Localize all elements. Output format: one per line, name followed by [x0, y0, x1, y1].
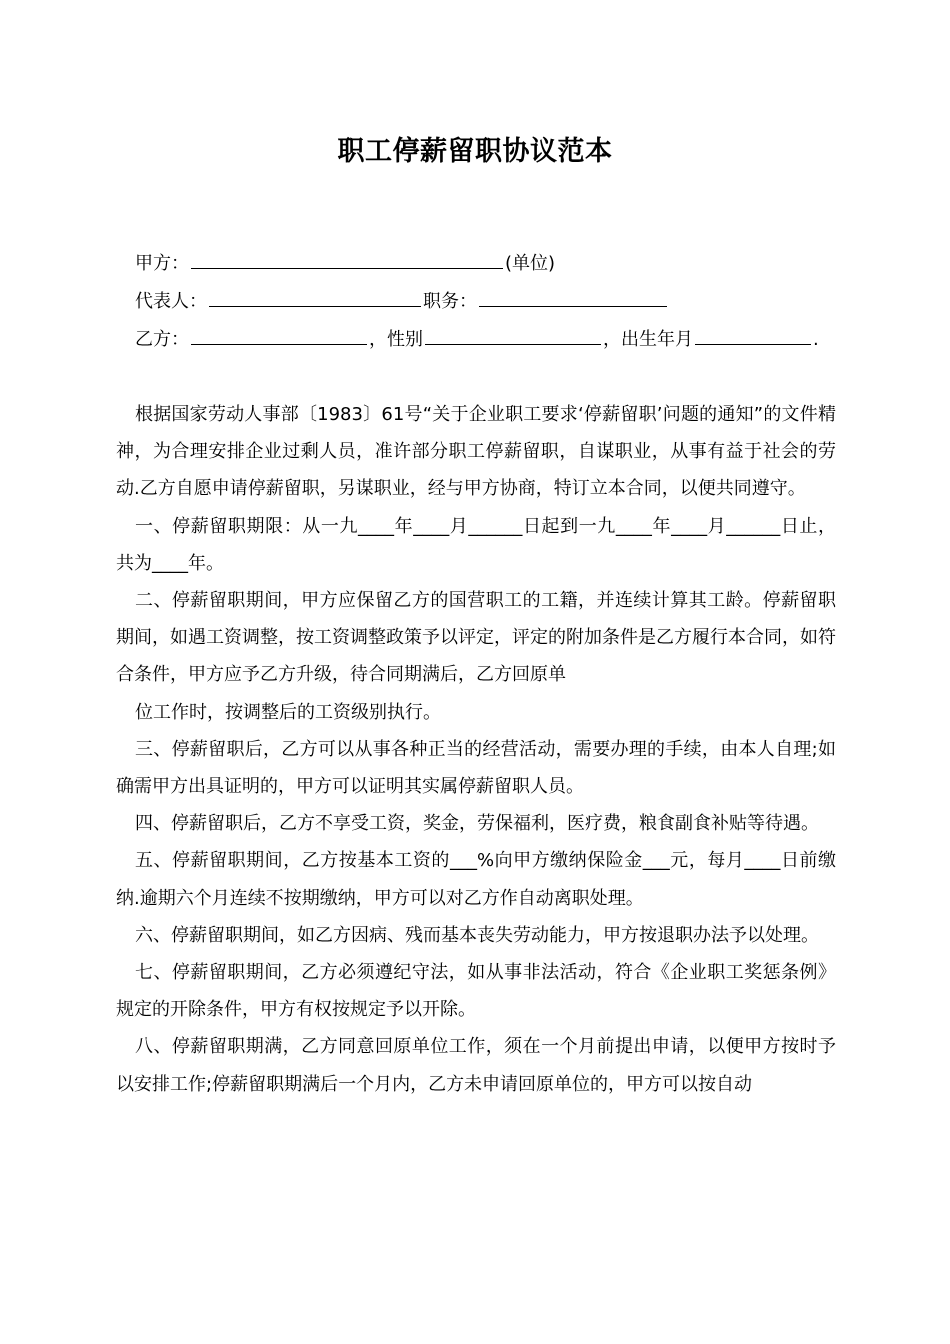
agreement-body — [116, 396, 836, 1103]
position-label: 职务： — [423, 291, 477, 312]
gender-blank[interactable] — [425, 322, 601, 345]
party-a-suffix: (单位) — [505, 253, 556, 274]
paragraph-clause-3: 三、停薪留职后，乙方可以从事各种正当的经营活动，需要办理的手续，由本人自理;如确需甲方出具证明的，甲方可以证明其实属停薪留职人员。 — [116, 738, 836, 798]
paragraph-clause-7: 七、停薪留职期间，乙方必须遵纪守法，如从事非法活动，符合《企业职工奖惩条例》规定的开除条件，甲方有权按规定予以开除。 — [116, 962, 836, 1021]
paragraph-preamble: 根据国家劳动人事部〔1983〕61号“关于企业职工要求‘停薪留职’问题的通知”的文件精神，为合理安排企业过剩人员，准许部分职工停薪留职，自谋职业，从事有益于社会的劳动.乙方自愿申请停薪留职，另谋职业，经与甲方协商，特订立本合同，以便共同遵守。 — [116, 404, 836, 500]
party-a-label: 甲方： — [135, 253, 189, 274]
representative-line — [135, 284, 835, 322]
paragraph-clause-2-continued: 位工作时，按调整后的工资级别执行。 — [135, 701, 441, 723]
paragraph-clause-5: 五、停薪留职期间，乙方按基本工资的___%向甲方缴纳保险金___元，每月____日前缴纳.逾期六个月连续不按期缴纳，甲方可以对乙方作自动离职处理。 — [116, 850, 836, 909]
paragraph-clause-2: 二、停薪留职期间，甲方应保留乙方的国营职工的工籍，并连续计算其工龄。停薪留职期间，如遇工资调整，按工资调整政策予以评定，评定的附加条件是乙方履行本合同，如符合条件，甲方应予乙方升级，待合同期满后，乙方回原单 — [116, 590, 836, 686]
birth-label: ，出生年月 — [603, 329, 693, 350]
document-title: 职工停薪留职协议范本 — [337, 136, 613, 167]
representative-blank[interactable] — [209, 284, 421, 307]
party-b-label: 乙方： — [135, 329, 189, 350]
paragraph-clause-8: 八、停薪留职期满，乙方同意回原单位工作，须在一个月前提出申请，以便甲方按时予以安排工作;停薪留职期满后一个月内，乙方未申请回原单位的，甲方可以按自动 — [116, 1036, 836, 1095]
party-b-line — [135, 322, 835, 360]
birth-blank[interactable] — [695, 322, 811, 345]
paragraph-clause-1: 一、停薪留职期限：从一九____年____月______日起到一九____年____月______日止，共为____年。 — [116, 515, 836, 574]
gender-label: ，性别 — [369, 329, 423, 350]
party-a-line — [135, 246, 835, 284]
party-b-blank[interactable] — [191, 322, 367, 345]
birth-end: . — [813, 329, 819, 350]
party-a-blank[interactable] — [191, 246, 503, 269]
representative-label: 代表人： — [135, 291, 207, 312]
position-blank[interactable] — [479, 284, 667, 307]
paragraph-clause-6: 六、停薪留职期间，如乙方因病、残而基本丧失劳动能力，甲方按退职办法予以处理。 — [135, 924, 819, 946]
paragraph-clause-4: 四、停薪留职后，乙方不享受工资，奖金，劳保福利，医疗费，粮食副食补贴等待遇。 — [135, 813, 819, 835]
party-fields — [135, 246, 835, 360]
